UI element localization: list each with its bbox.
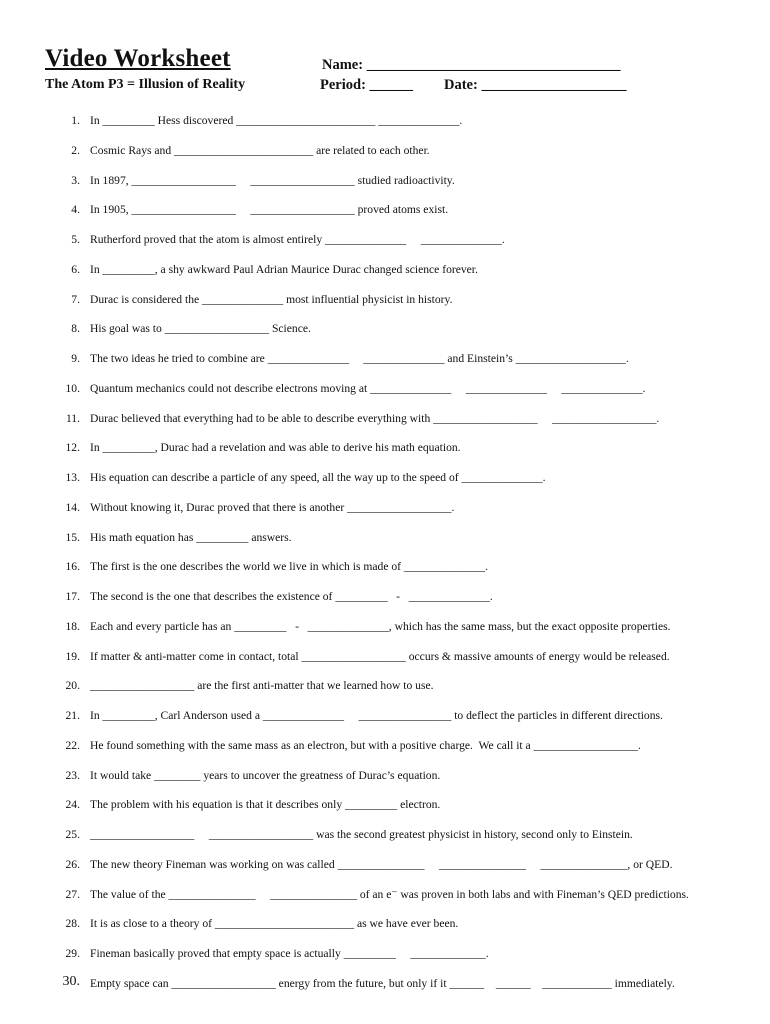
question-number: 16. [65, 560, 80, 574]
question-text: Rutherford proved that the atom is almost entirely ______________ ______________. [90, 233, 505, 246]
question-text: __________________ __________________ was the second greatest physicist in history, second only to Einstein. [90, 828, 633, 841]
question-number: 27. [65, 887, 80, 901]
question-number: 7. [71, 292, 80, 306]
question-text: Fineman basically proved that empty space is actually _________ _____________. [90, 947, 489, 960]
question-text: In _________, Durac had a revelation and was able to derive his math equation. [90, 441, 461, 455]
worksheet-subtitle: The Atom P3 = Illusion of Reality [45, 77, 246, 92]
question-number: 11. [65, 411, 80, 425]
question-text: Quantum mechanics could not describe electrons moving at ______________ ______________ ______________. [90, 381, 646, 395]
question-text: It is as close to a theory of ________________________ as we have ever been. [90, 917, 459, 931]
worksheet-title: Video Worksheet [45, 45, 231, 72]
date-field: Date: ____________________ [444, 77, 627, 93]
question-number: 30. [62, 973, 80, 989]
question-number: 20. [65, 679, 80, 693]
question-text: The two ideas he tried to combine are ______________ ______________ and Einstein’s ___________________. [90, 352, 629, 365]
question-text: __________________ are the first anti-matter that we learned how to use. [90, 679, 434, 693]
question-text: In 1905, __________________ __________________ proved atoms exist. [90, 203, 449, 217]
question-text: In _________ Hess discovered ________________________ ______________. [90, 114, 463, 127]
name-field: Name: ___________________________________ [322, 57, 621, 73]
question-text: The problem with his equation is that it describes only _________ electron. [90, 798, 441, 812]
question-text: His math equation has _________ answers. [90, 530, 292, 544]
question-number: 10. [65, 381, 80, 395]
question-number: 15. [65, 530, 80, 544]
question-text: Empty space can __________________ energy from the future, but only if it ______ ______ ____________ immediately. [90, 976, 675, 990]
question-number: 21. [65, 709, 80, 722]
question-text: The second is the one that describes the existence of _________ - ______________. [90, 590, 493, 603]
question-number: 23. [65, 768, 80, 782]
question-text: The value of the _______________ _______________ of an e⁻ was proven in both labs and with Fineman’s QED predictions. [90, 887, 689, 901]
question-number: 5. [71, 233, 80, 246]
question-number: 9. [71, 352, 80, 365]
question-text: Durac is considered the ______________ most influential physicist in history. [90, 292, 453, 306]
question-number: 25. [65, 828, 80, 841]
question-number: 17. [65, 590, 80, 603]
question-text: His goal was to __________________ Science. [90, 322, 311, 336]
question-number: 3. [71, 173, 80, 187]
question-text: He found something with the same mass as an electron, but with a positive charge. We call it a __________________. [90, 738, 641, 752]
period-field: Period: ______ [320, 77, 414, 93]
question-text: In 1897, __________________ __________________ studied radioactivity. [90, 173, 455, 187]
question-number: 29. [65, 947, 80, 960]
question-number: 26. [65, 857, 80, 871]
question-text: It would take ________ years to uncover the greatness of Durac’s equation. [90, 768, 441, 782]
question-number: 14. [65, 500, 80, 514]
question-text: Without knowing it, Durac proved that there is another __________________. [90, 500, 455, 514]
question-number: 18. [65, 619, 80, 633]
question-number: 2. [71, 143, 80, 157]
question-text: The new theory Fineman was working on was called _______________ _______________ _______________, or QED. [90, 857, 673, 871]
question-number: 4. [71, 203, 80, 217]
question-number: 24. [65, 798, 80, 812]
question-number: 28. [65, 917, 80, 931]
question-number: 12. [65, 441, 80, 455]
question-number: 19. [65, 649, 80, 663]
question-number: 13. [65, 471, 80, 484]
question-text: If matter & anti-matter come in contact, total __________________ occurs & massive amounts of energy would be released. [90, 649, 670, 663]
question-text: Each and every particle has an _________ - ______________, which has the same mass, but the exact opposite properties. [90, 619, 671, 633]
question-number: 8. [71, 322, 80, 336]
question-number: 6. [71, 262, 80, 276]
question-text: In _________, a shy awkward Paul Adrian Maurice Durac changed science forever. [90, 262, 478, 276]
question-number: 22. [65, 738, 80, 752]
question-number: 1. [71, 114, 80, 127]
question-text: In _________, Carl Anderson used a ______________ ________________ to deflect the particles in different directions. [90, 709, 663, 722]
question-text: The first is the one describes the world we live in which is made of ______________. [90, 560, 488, 574]
question-text: Durac believed that everything had to be able to describe everything with __________________ __________________. [90, 411, 660, 425]
question-text: Cosmic Rays and ________________________ are related to each other. [90, 143, 430, 157]
question-text: His equation can describe a particle of any speed, all the way up to the speed of ______________. [90, 471, 546, 484]
